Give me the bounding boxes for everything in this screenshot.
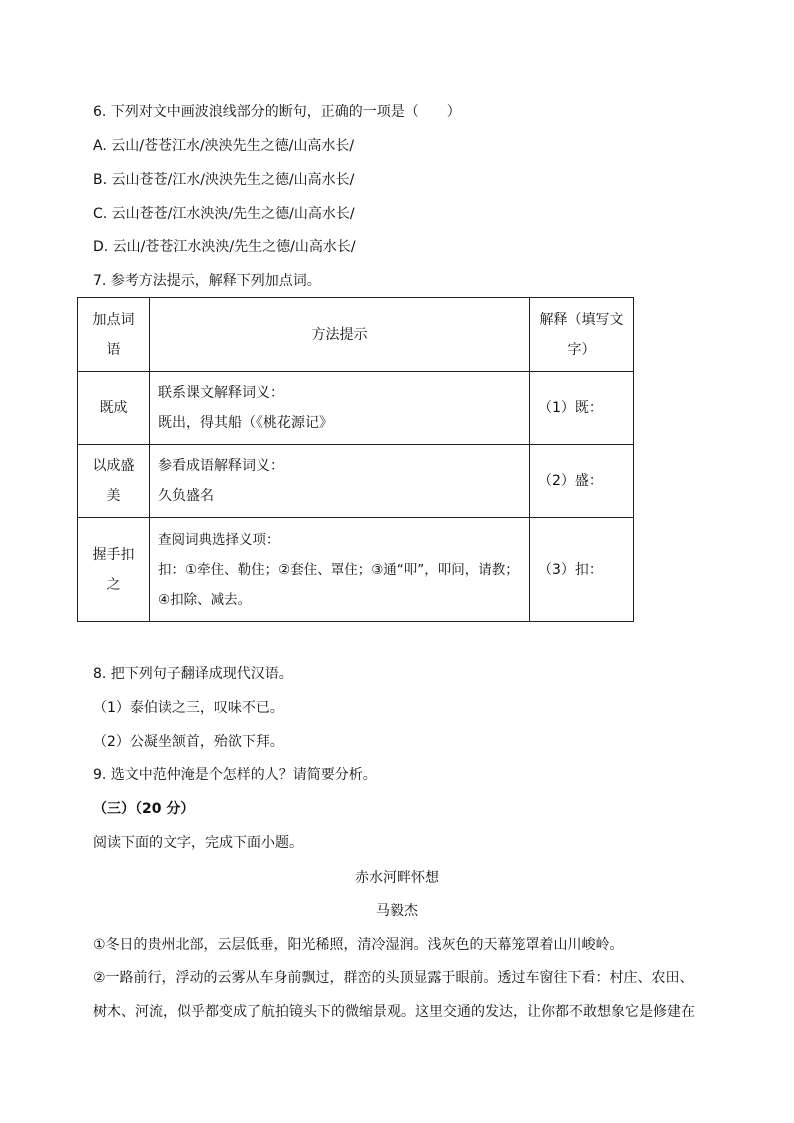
- table-row: [78, 518, 634, 622]
- q8-item-1: （1）泰伯读之三，叹味不已。: [93, 700, 284, 716]
- hint-cell: 联系课文解释词义： 既出，得其船（《桃花源记》: [150, 372, 530, 445]
- q8-item-2: （2）公凝坐颔首，殆欲下拜。: [93, 734, 284, 750]
- word-cell: 握手扣 之: [78, 518, 150, 622]
- word-cell: 既成: [78, 372, 150, 445]
- header-answer: 解释（填写文 字）: [530, 298, 634, 372]
- q6-option-a: A. 云山/苍苍江水/泱泱先生之德/山高水长/: [93, 138, 355, 154]
- q6-option-d: D. 云山/苍苍江水泱泱/先生之德/山高水长/: [93, 239, 356, 255]
- q6-option-c: C. 云山苍苍/江水泱泱/先生之德/山高水长/: [93, 206, 355, 222]
- answer-cell: （3）扣：: [530, 518, 634, 622]
- answer-cell: （2）盛：: [530, 445, 634, 518]
- hint-cell: 参看成语解释词义： 久负盛名: [150, 445, 530, 518]
- q6-stem: 6. 下列对文中画波浪线部分的断句，正确的一项是（ ）: [93, 104, 461, 120]
- paragraph-2-line-2: 树木、河流，似乎都变成了航拍镜头下的微缩景观。这里交通的发达，让你都不敢想象它是修建在: [93, 1004, 695, 1020]
- q8-stem: 8. 把下列句子翻译成现代汉语。: [93, 666, 293, 682]
- section-heading: （三）（20 分）: [93, 801, 195, 817]
- word-cell: 以成盛 美: [78, 445, 150, 518]
- header-hint: 方法提示: [150, 298, 530, 372]
- header-word: 加点词 语: [78, 298, 150, 372]
- article-author: 马毅杰: [376, 903, 418, 919]
- table-row: [78, 445, 634, 518]
- paragraph-2-line-1: ②一路前行，浮动的云雾从车身前飘过，群峦的头顶显露于眼前。透过车窗往下看：村庄、农田、: [93, 970, 694, 986]
- article-title: 赤水河畔怀想: [355, 870, 439, 886]
- q6-option-b: B. 云山苍苍/江水/泱泱先生之德/山高水长/: [93, 172, 355, 188]
- q9-stem: 9. 选文中范仲淹是个怎样的人？请简要分析。: [93, 767, 377, 783]
- answer-cell: （1）既：: [530, 372, 634, 445]
- hint-cell: 查阅词典选择义项： 扣：①牵住、勒住；②套住、罩住；③通“叩”，叩问，请教； ④扣除、减去。: [150, 518, 530, 622]
- q7-stem: 7. 参考方法提示，解释下列加点词。: [93, 273, 321, 289]
- reading-instruction: 阅读下面的文字，完成下面小题。: [93, 835, 303, 851]
- table-row: [78, 372, 634, 445]
- paragraph-1: ①冬日的贵州北部，云层低垂，阳光稀照，清冷湿润。浅灰色的天幕笼罩着山川峻岭。: [93, 937, 624, 953]
- method-table: [77, 297, 634, 622]
- table-header-row: [78, 298, 634, 372]
